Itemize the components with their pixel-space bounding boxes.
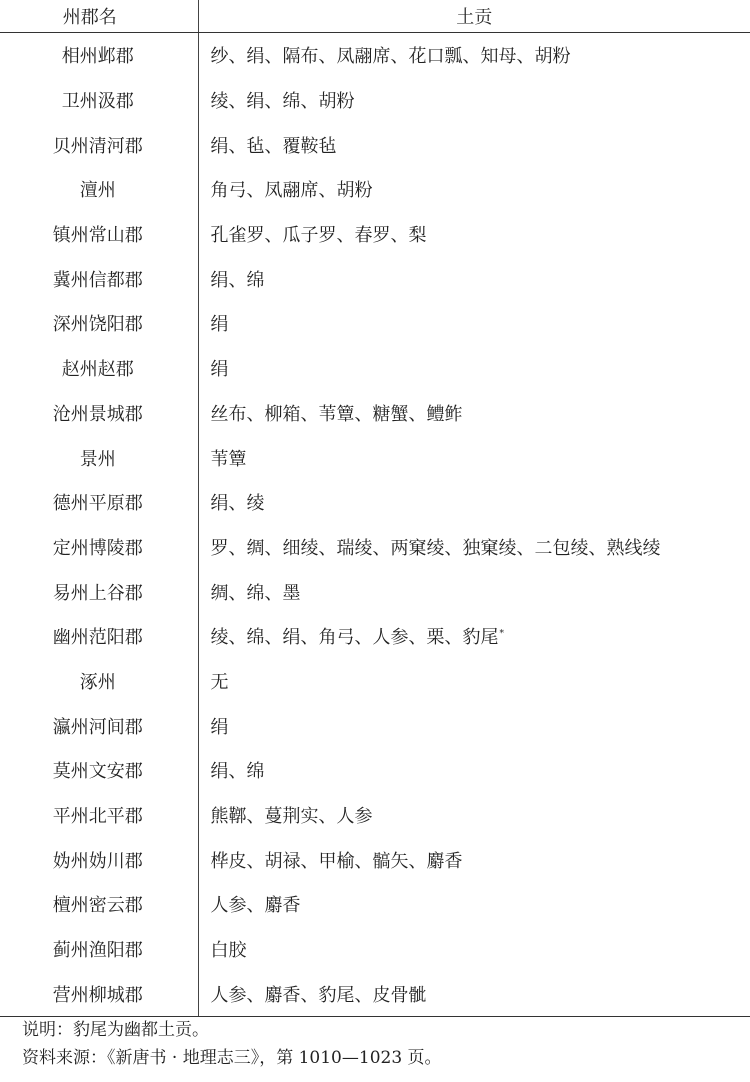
header-tribute: 土贡 xyxy=(198,0,750,33)
table-row xyxy=(0,167,750,212)
prefecture-name-cell: 澶州 xyxy=(0,167,198,212)
header-prefecture: 州郡名 xyxy=(0,0,198,33)
table-row xyxy=(0,837,750,882)
tribute-cell xyxy=(198,569,750,614)
tribute-text: 绢 xyxy=(210,314,229,336)
tribute-text: 人参、麝香、豹尾、皮骨骴 xyxy=(210,984,427,1006)
tribute-text: 绢、绵 xyxy=(210,761,265,783)
tribute-text: 绢、绵 xyxy=(210,269,265,291)
tribute-cell xyxy=(198,480,750,525)
prefecture-name-cell: 涿州 xyxy=(0,659,198,704)
tribute-cell xyxy=(198,212,750,257)
table-row xyxy=(0,78,750,123)
prefecture-name-cell: 沧州景城郡 xyxy=(0,391,198,436)
prefecture-name-cell: 檀州密云郡 xyxy=(0,882,198,927)
table-row xyxy=(0,659,750,704)
tribute-text: 熊鞹、蔓荆实、人参 xyxy=(210,806,373,828)
prefecture-name-cell: 德州平原郡 xyxy=(0,480,198,525)
tribute-cell xyxy=(198,391,750,436)
table-row xyxy=(0,748,750,793)
table-row xyxy=(0,927,750,972)
table-header-row xyxy=(0,0,750,33)
tribute-text: 桦皮、胡禄、甲榆、髇矢、麝香 xyxy=(210,850,463,872)
table-row xyxy=(0,122,750,167)
prefecture-name-cell: 妫州妫川郡 xyxy=(0,837,198,882)
tribute-text: 苇簟 xyxy=(210,448,247,470)
table-row xyxy=(0,435,750,480)
table-row xyxy=(0,882,750,927)
table-row xyxy=(0,212,750,257)
prefecture-name-cell: 相州邺郡 xyxy=(0,33,198,78)
tribute-cell xyxy=(198,435,750,480)
table-row xyxy=(0,33,750,78)
tribute-cell xyxy=(198,525,750,570)
prefecture-name-cell: 幽州范阳郡 xyxy=(0,614,198,659)
tribute-cell xyxy=(198,256,750,301)
tribute-text: 绸、绵、墨 xyxy=(210,582,301,604)
tribute-cell xyxy=(198,703,750,748)
tribute-cell xyxy=(198,167,750,212)
tribute-cell xyxy=(198,78,750,123)
note-source: 资料来源：《新唐书 · 地理志三》，第 1010—1023 页。 xyxy=(22,1048,442,1068)
prefecture-name-cell: 景州 xyxy=(0,435,198,480)
prefecture-name-cell: 蓟州渔阳郡 xyxy=(0,927,198,972)
tribute-text: 绢 xyxy=(210,716,229,738)
table-row xyxy=(0,301,750,346)
note-explanation: 说明：豹尾为幽都土贡。 xyxy=(22,1020,209,1040)
tribute-text: 罗、绸、细绫、瑞绫、两窠绫、独窠绫、二包绫、熟线绫 xyxy=(210,537,661,559)
tribute-text: 丝布、柳箱、苇簟、糖蟹、鳢鲊 xyxy=(210,403,463,425)
prefecture-name-cell: 莫州文安郡 xyxy=(0,748,198,793)
table-body xyxy=(0,33,750,1017)
tribute-cell xyxy=(198,122,750,167)
tribute-text: 绢、毡、覆鞍毡 xyxy=(210,135,337,157)
tribute-text: 人参、麝香 xyxy=(210,895,301,917)
tribute-text: 角弓、凤翮席、胡粉 xyxy=(210,180,373,202)
tribute-text: 孔雀罗、瓜子罗、春罗、梨 xyxy=(210,225,427,247)
tribute-cell xyxy=(198,837,750,882)
notes xyxy=(22,1016,742,1072)
tribute-text: 绫、绵、绢、角弓、人参、栗、豹尾 xyxy=(210,627,499,649)
tribute-text: 白胶 xyxy=(210,940,247,962)
prefecture-name-cell: 营州柳城郡 xyxy=(0,971,198,1016)
table-row xyxy=(0,525,750,570)
tribute-cell xyxy=(198,33,750,78)
tribute-cell xyxy=(198,927,750,972)
prefecture-name-cell: 瀛州河间郡 xyxy=(0,703,198,748)
table-row xyxy=(0,614,750,659)
prefecture-name-cell: 易州上谷郡 xyxy=(0,569,198,614)
prefecture-name-cell: 平州北平郡 xyxy=(0,793,198,838)
prefecture-name-cell: 深州饶阳郡 xyxy=(0,301,198,346)
prefecture-name-cell: 赵州赵郡 xyxy=(0,346,198,391)
tribute-cell xyxy=(198,614,750,659)
tribute-cell xyxy=(198,882,750,927)
tribute-text: 绢 xyxy=(210,359,229,381)
tribute-text: 无 xyxy=(210,671,229,693)
prefecture-name-cell: 镇州常山郡 xyxy=(0,212,198,257)
table-row xyxy=(0,793,750,838)
table-row xyxy=(0,480,750,525)
table-row xyxy=(0,256,750,301)
tribute-text: 纱、绢、隔布、凤翮席、花口瓢、知母、胡粉 xyxy=(210,46,571,68)
table-row xyxy=(0,971,750,1016)
tribute-cell xyxy=(198,971,750,1016)
tribute-cell xyxy=(198,793,750,838)
table-row xyxy=(0,703,750,748)
tribute-cell xyxy=(198,748,750,793)
footnote-mark: * xyxy=(499,629,504,640)
prefecture-name-cell: 卫州汲郡 xyxy=(0,78,198,123)
tribute-text: 绢、绫 xyxy=(210,493,265,515)
tribute-cell xyxy=(198,301,750,346)
tribute-cell xyxy=(198,659,750,704)
tribute-text: 绫、绢、绵、胡粉 xyxy=(210,91,355,113)
table-row xyxy=(0,346,750,391)
table-row xyxy=(0,391,750,436)
tribute-cell xyxy=(198,346,750,391)
table-row xyxy=(0,569,750,614)
prefecture-name-cell: 定州博陵郡 xyxy=(0,525,198,570)
prefecture-name-cell: 冀州信都郡 xyxy=(0,256,198,301)
prefecture-name-cell: 贝州清河郡 xyxy=(0,122,198,167)
